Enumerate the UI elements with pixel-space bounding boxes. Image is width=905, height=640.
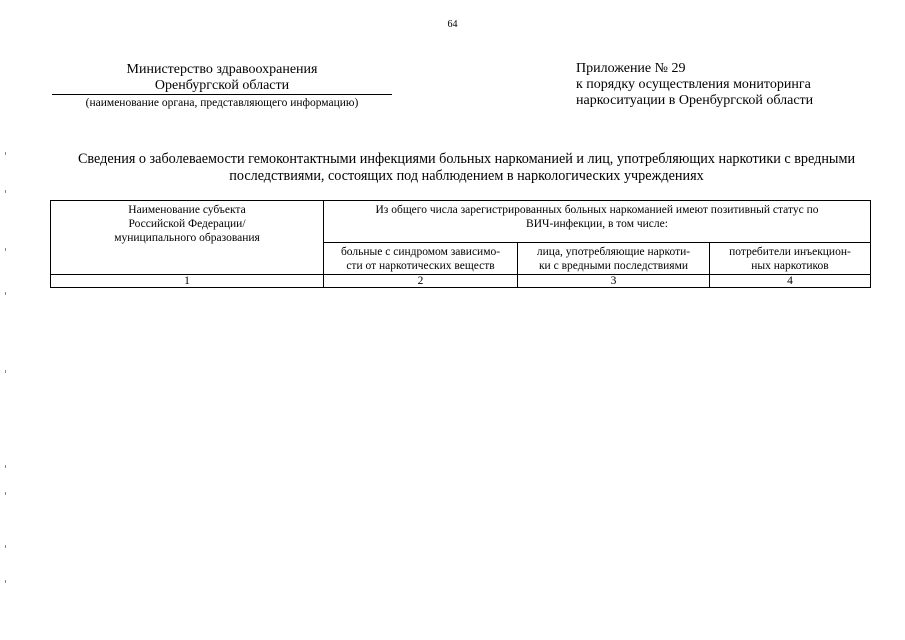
column-header-hiv-positive xyxy=(324,201,871,243)
scan-margin-mark xyxy=(5,190,6,193)
column-header-injection-line1: потребители инъекцион- xyxy=(729,246,851,258)
organization-name-line1: Министерство здравоохранения xyxy=(126,62,318,77)
data-table xyxy=(50,200,871,288)
column-header-hiv-line2: ВИЧ-инфекции, в том числе: xyxy=(526,218,668,230)
scan-margin-mark xyxy=(5,292,6,295)
scan-margin-mark xyxy=(5,492,6,495)
table-row xyxy=(51,275,871,288)
column-header-dependence-syndrome xyxy=(324,243,518,275)
scan-margin-mark xyxy=(5,545,6,548)
page-number: 64 xyxy=(447,19,458,30)
organization-note: (наименование органа, представляющего информацию) xyxy=(85,97,359,109)
column-header-subject-line2: Российской Федерации/ xyxy=(128,218,246,230)
column-header-harmful-line1: лица, употребляющие наркоти- xyxy=(536,246,691,258)
column-header-injection-line2: ных наркотиков xyxy=(751,260,829,272)
scan-margin-mark xyxy=(5,248,6,251)
document-title-line2: последствиями, состоящих под наблюдением в наркологических учреждениях xyxy=(229,168,704,184)
scan-margin-mark xyxy=(5,465,6,468)
column-number-3: 3 xyxy=(518,275,710,288)
appendix-line1: Приложение № 29 xyxy=(576,61,686,76)
document-title xyxy=(30,151,903,185)
scan-margin-mark xyxy=(5,580,6,583)
appendix-block xyxy=(576,61,876,109)
organization-name-line2: Оренбургской области xyxy=(52,78,392,95)
column-number-2: 2 xyxy=(324,275,518,288)
table-header-row xyxy=(51,201,871,243)
column-header-dependence-line2: сти от наркотических веществ xyxy=(346,260,495,272)
column-header-harmful-use xyxy=(518,243,710,275)
appendix-line2: к порядку осуществления мониторинга xyxy=(576,77,811,92)
column-number-4: 4 xyxy=(710,275,871,288)
column-header-hiv-line1: Из общего числа зарегистрированных больных наркоманией имеют позитивный статус по xyxy=(375,204,819,216)
appendix-line3: наркоситуации в Оренбургской области xyxy=(576,93,814,108)
column-header-dependence-line1: больные с синдромом зависимо- xyxy=(340,246,501,258)
scan-margin-mark xyxy=(5,370,6,373)
column-header-subject xyxy=(51,201,324,275)
column-header-harmful-line2: ки с вредными последствиями xyxy=(538,260,689,272)
document-title-line1: Сведения о заболеваемости гемоконтактными инфекциями больных наркоманией и лиц, употребляющих наркотики с вредными xyxy=(77,151,856,167)
column-number-1: 1 xyxy=(51,275,324,288)
column-header-subject-line1: Наименование субъекта xyxy=(128,204,246,216)
column-header-subject-line3: муниципального образования xyxy=(114,232,260,244)
organization-block xyxy=(52,62,392,110)
scan-margin-mark xyxy=(5,152,6,155)
column-header-injection-users xyxy=(710,243,871,275)
